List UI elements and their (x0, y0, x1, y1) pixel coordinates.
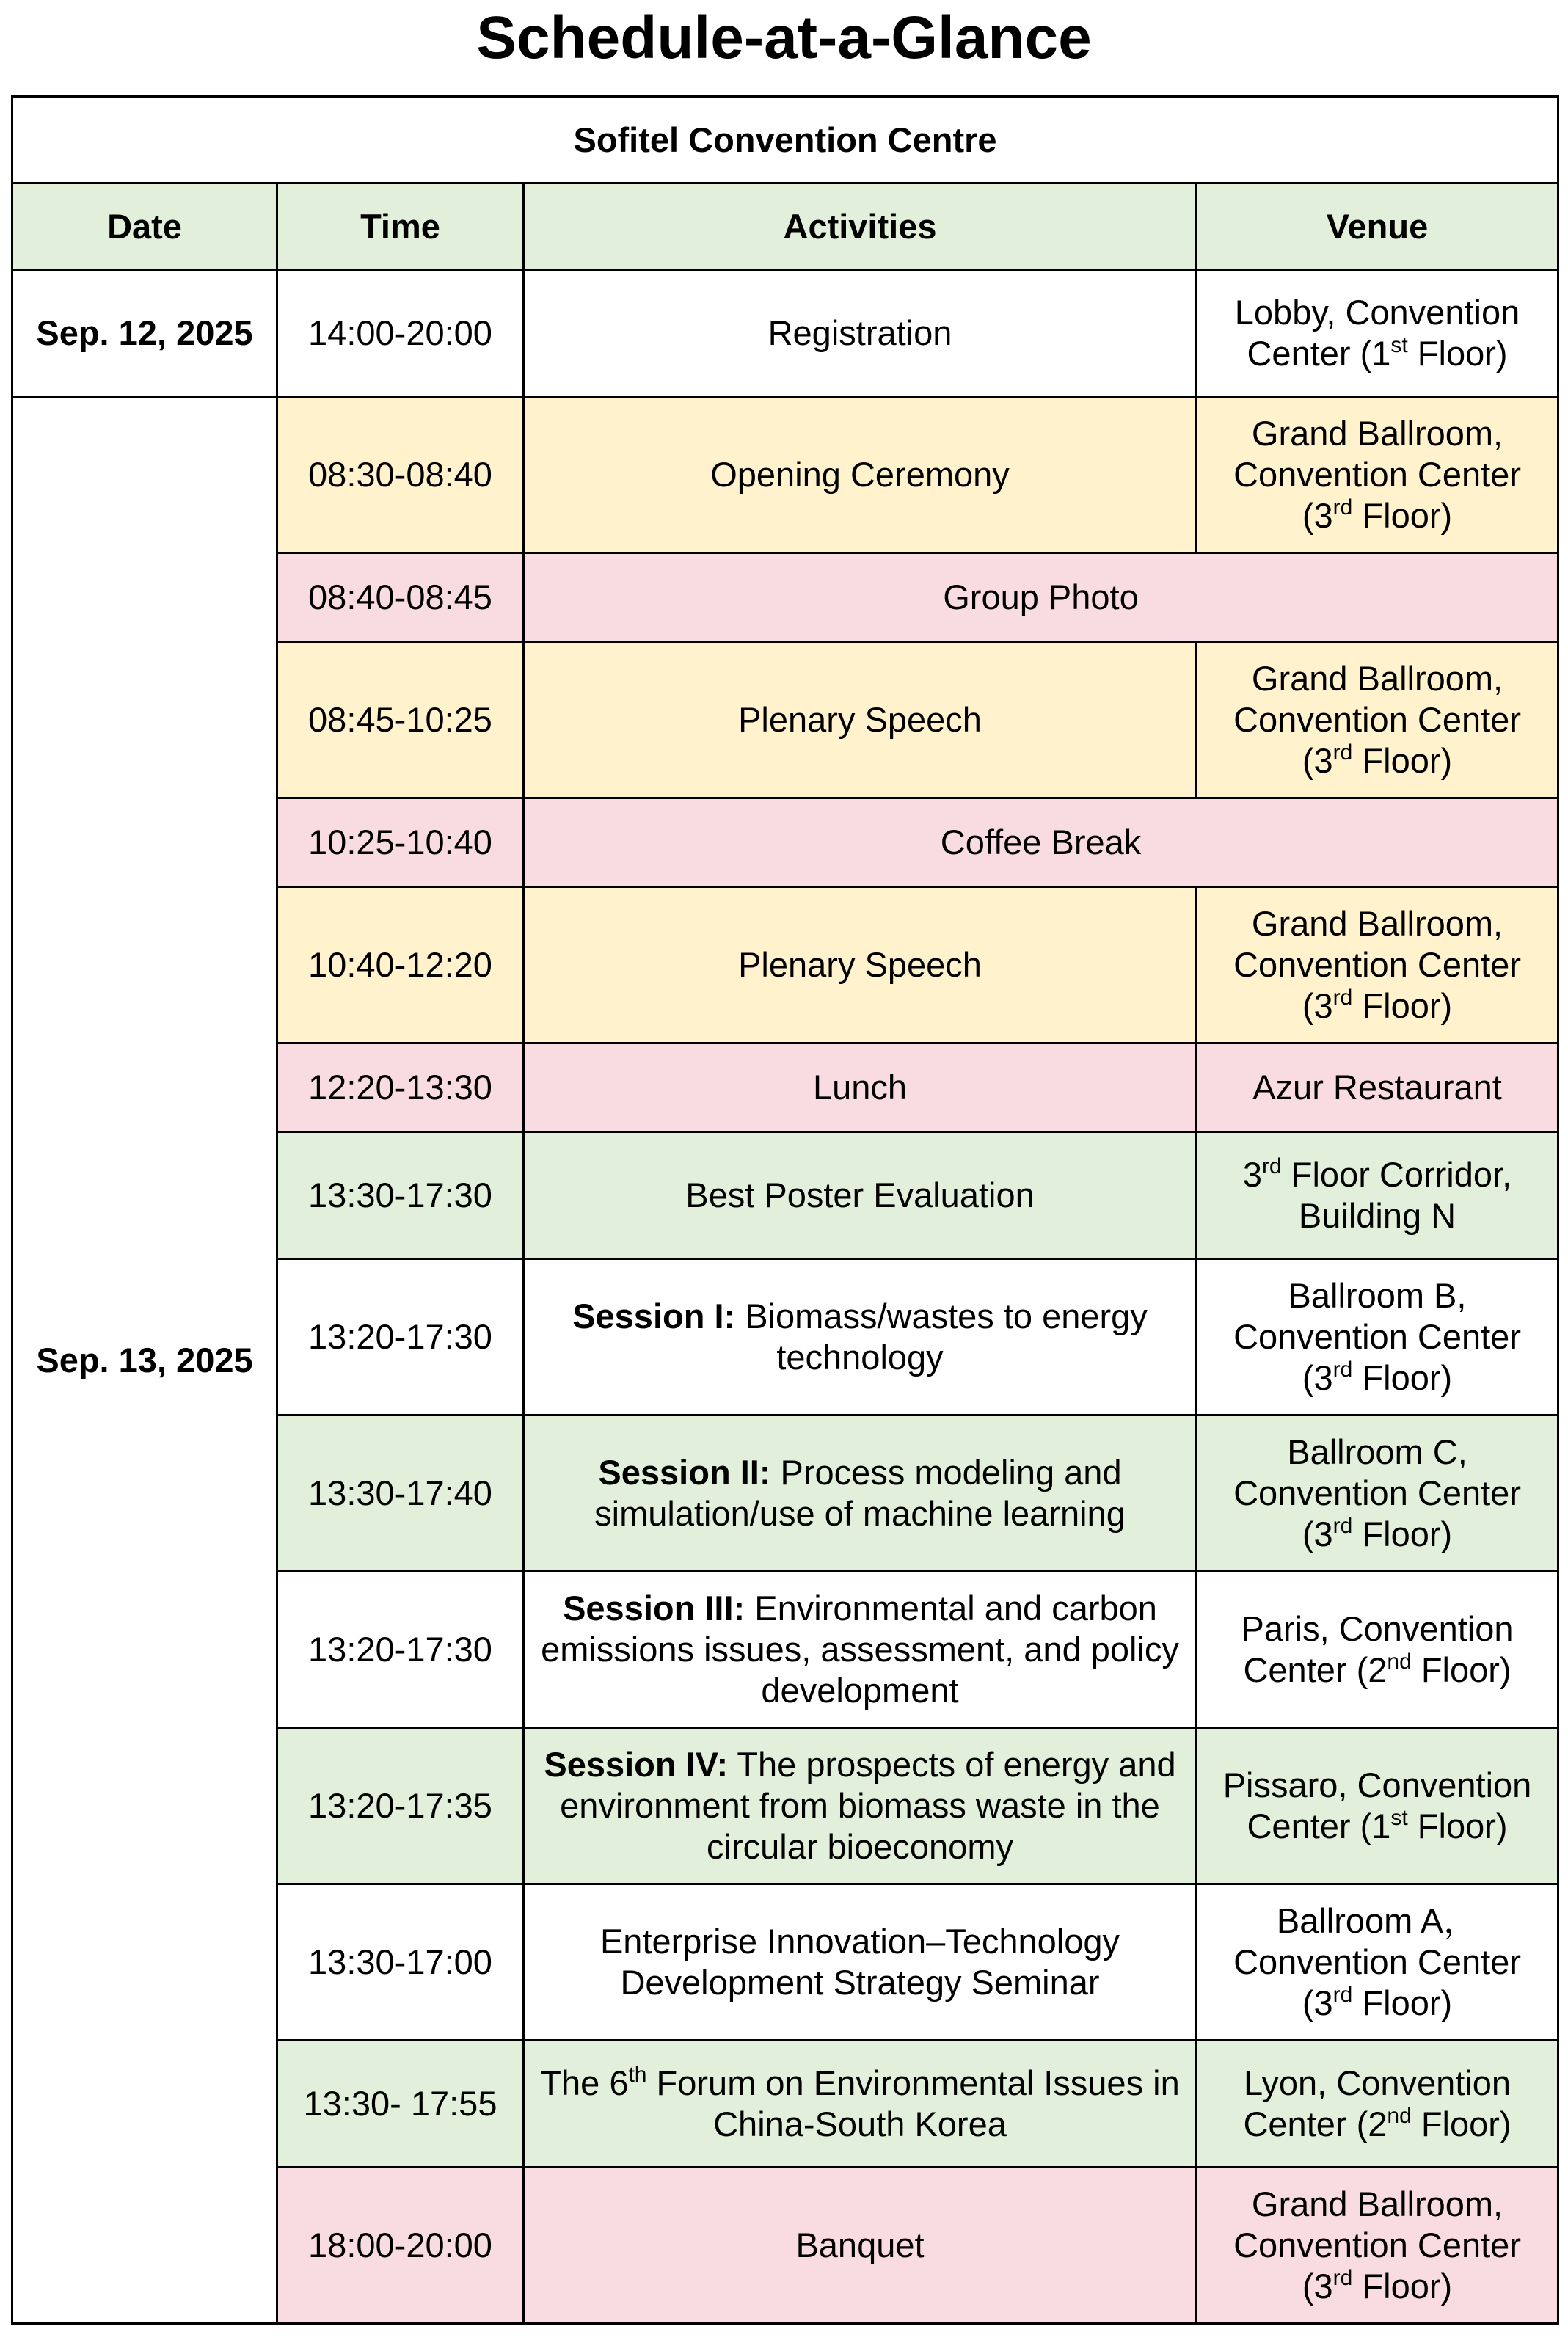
time-cell: 14:00-20:00 (277, 270, 524, 397)
schedule-table (11, 95, 1559, 2325)
venue-text: Ballroom B, Convention Center (3 (1233, 1276, 1521, 1397)
venue-cell (1197, 1415, 1558, 1572)
activity-cell: Plenary Speech (524, 887, 1197, 1043)
activity-text: Biomass/wastes to energy technology (735, 1297, 1148, 1377)
venue-cell (1197, 397, 1558, 553)
venue-text: Floor Corridor, Building N (1281, 1155, 1512, 1235)
venue-text: Ballroom A，Convention Center (3 (1233, 1901, 1521, 2022)
venue-text: Grand Ballroom, Convention Center (3 (1233, 659, 1521, 780)
time-cell: 08:30-08:40 (277, 397, 524, 553)
session-label: Session II: (598, 1453, 771, 1492)
page-title: Schedule-at-a-Glance (476, 4, 1092, 71)
activity-text: The prospects of energy and environment from biomass waste in the circular bioeconomy (560, 1745, 1176, 1866)
activity-cell: Group Photo (524, 553, 1558, 642)
activity-cell: Plenary Speech (524, 642, 1197, 798)
venue-text: Lyon, Convention Center (2 (1243, 2063, 1512, 2143)
venue-cell (1197, 642, 1558, 798)
time-cell: 12:20-13:30 (277, 1043, 524, 1132)
venue-sup: st (1390, 333, 1408, 357)
time-cell: 13:30-17:30 (277, 1132, 524, 1259)
time-cell: 13:30-17:40 (277, 1415, 524, 1572)
venue-text: Floor) (1352, 1358, 1453, 1397)
activity-cell (524, 2041, 1197, 2168)
activity-cell: Enterprise Innovation–Technology Development Strategy Seminar (524, 1884, 1197, 2041)
time-cell: 13:30- 17:55 (277, 2041, 524, 2168)
venue-text: Floor) (1352, 2267, 1453, 2306)
activity-cell (524, 1415, 1197, 1572)
venue-sup: rd (1332, 1357, 1353, 1382)
time-cell: 13:20-17:30 (277, 1572, 524, 1728)
venue-text: Floor) (1411, 2104, 1512, 2143)
venue-sup: rd (1332, 985, 1353, 1010)
activity-cell (524, 1728, 1197, 1884)
venue-cell: Azur Restaurant (1197, 1043, 1558, 1132)
time-cell: 13:30-17:00 (277, 1884, 524, 2041)
venue-text: Floor) (1352, 1983, 1453, 2022)
venue-text: Floor) (1352, 741, 1453, 780)
table-row (12, 397, 1558, 553)
activity-cell: Registration (524, 270, 1197, 397)
venue-sup: nd (1387, 2104, 1412, 2128)
venue-text: Pissaro, Convention Center (1 (1222, 1765, 1532, 1845)
venue-text: Grand Ballroom, Convention Center (3 (1233, 2184, 1521, 2306)
venue-text: Floor) (1352, 986, 1453, 1025)
venue-text: Floor) (1407, 334, 1508, 373)
venue-cell (1197, 1728, 1558, 1884)
activity-cell: Banquet (524, 2168, 1197, 2324)
venue-text: Floor) (1352, 496, 1453, 535)
venue-cell (1197, 2041, 1558, 2168)
venue-text: Ballroom C, Convention Center (3 (1233, 1432, 1521, 1553)
venue-text: 3 (1242, 1155, 1263, 1194)
activity-cell: Best Poster Evaluation (524, 1132, 1197, 1259)
session-label: Session III: (563, 1589, 745, 1628)
time-cell: 08:40-08:45 (277, 553, 524, 642)
time-cell: 13:20-17:30 (277, 1259, 524, 1415)
table-row (12, 270, 1558, 397)
date-cell: Sep. 12, 2025 (12, 270, 277, 397)
venue-text: Floor) (1407, 1807, 1508, 1845)
venue-sup: st (1390, 1806, 1408, 1830)
venue-sup: rd (1332, 740, 1353, 765)
venue-text: Floor) (1411, 1650, 1512, 1689)
activity-text: Forum on Environmental Issues in China-South Korea (646, 2063, 1180, 2143)
venue-cell (1197, 1572, 1558, 1728)
header-time: Time (277, 183, 524, 270)
header-date: Date (12, 183, 277, 270)
session-label: Session IV: (544, 1745, 729, 1784)
venue-text: Grand Ballroom, Convention Center (3 (1233, 414, 1521, 535)
venue-text: Grand Ballroom, Convention Center (3 (1233, 904, 1521, 1025)
venue-sup: rd (1332, 2266, 1353, 2290)
activity-cell (524, 1572, 1197, 1728)
venue-sup: rd (1332, 495, 1353, 520)
session-label: Session I: (572, 1297, 736, 1335)
time-cell: 08:45-10:25 (277, 642, 524, 798)
activity-cell (524, 1259, 1197, 1415)
header-row (12, 183, 1558, 270)
venue-cell (1197, 1259, 1558, 1415)
header-venue: Venue (1197, 183, 1558, 270)
venue-cell (1197, 1884, 1558, 2041)
venue-name-row (12, 97, 1558, 183)
activity-cell: Lunch (524, 1043, 1197, 1132)
venue-sup: nd (1387, 1650, 1412, 1674)
venue-text: Floor) (1352, 1515, 1453, 1553)
activity-text: The 6 (540, 2063, 629, 2102)
time-cell: 10:40-12:20 (277, 887, 524, 1043)
venue-sup: rd (1262, 1154, 1282, 1178)
activity-cell: Coffee Break (524, 798, 1558, 887)
venue-sup: rd (1332, 1514, 1353, 1538)
venue-text: Paris, Convention Center (2 (1241, 1609, 1514, 1689)
time-cell: 10:25-10:40 (277, 798, 524, 887)
activity-sup: th (628, 2063, 647, 2087)
time-cell: 13:20-17:35 (277, 1728, 524, 1884)
time-cell: 18:00-20:00 (277, 2168, 524, 2324)
date-cell: Sep. 13, 2025 (12, 397, 277, 2324)
venue-cell (1197, 270, 1558, 397)
venue-cell (1197, 1132, 1558, 1259)
activity-cell: Opening Ceremony (524, 397, 1197, 553)
venue-sup: rd (1332, 1983, 1353, 2007)
activity-text: Environmental and carbon emissions issues, assessment, and policy development (541, 1589, 1179, 1710)
venue-cell (1197, 2168, 1558, 2324)
activity-text: Process modeling and simulation/use of machine learning (594, 1453, 1126, 1533)
venue-text: Lobby, Convention Center (1 (1234, 293, 1520, 373)
venue-name: Sofitel Convention Centre (12, 97, 1558, 183)
venue-cell (1197, 887, 1558, 1043)
header-activities: Activities (524, 183, 1197, 270)
